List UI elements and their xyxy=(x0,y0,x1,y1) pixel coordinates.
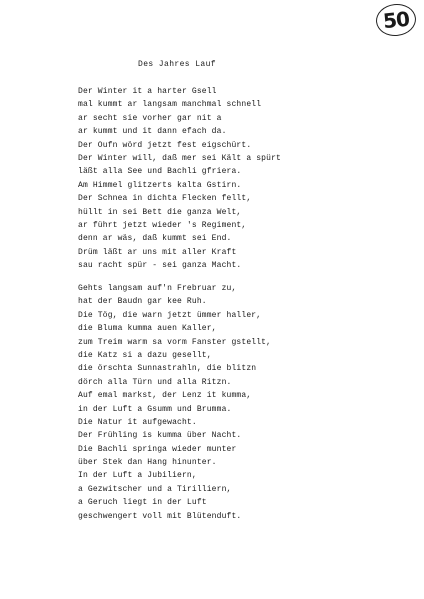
poem-line: denn ar wäs, daß kummt sei End. xyxy=(78,234,232,244)
poem-line: ar secht sie vorher gar nit a xyxy=(78,113,222,123)
poem-line: Der Oufn wörd jetzt fest eigschürt. xyxy=(78,140,252,150)
poem-line: Die Bachli springa wieder munter xyxy=(78,444,237,454)
poem-line: Auf emal markst, der Lenz it kumma, xyxy=(78,391,252,401)
poem-line: a Gezwitscher und a Tirilliern, xyxy=(78,484,232,494)
poem-line: ar kummt und it dann efach da. xyxy=(78,127,227,137)
stanza-1 xyxy=(78,85,281,272)
poem-line: Der Winter will, daß mer sei Kält a spürt xyxy=(78,153,281,163)
poem-line: a Geruch liegt in der Luft xyxy=(78,498,207,508)
stanza-2 xyxy=(78,282,271,523)
poem-line: Am Himmel glitzerts kalta Gstirn. xyxy=(78,180,242,190)
poem-line: die Katz si a dazu gesellt, xyxy=(78,350,212,360)
poem-line: Die Natur it aufgewacht. xyxy=(78,417,197,427)
poem-line: geschwengert voll mit Blütenduft. xyxy=(78,511,242,521)
poem-line: die örschta Sunnastrahln, die blitzn xyxy=(78,364,257,374)
poem-line: dörch alla Türn und alla Ritzn. xyxy=(78,377,232,387)
poem-line: Der Schnea in dichta Flecken fellt, xyxy=(78,194,252,204)
poem-line: über Stek dan Hang hinunter. xyxy=(78,458,217,468)
poem-line: Drüm läßt ar uns mit aller Kraft xyxy=(78,247,237,257)
poem-line: Der Frühling is kumma über Nacht. xyxy=(78,431,242,441)
poem-title: Des Jahres Lauf xyxy=(138,60,217,69)
poem-line: Der Winter it a harter Gsell xyxy=(78,87,217,96)
poem-line: Gehts langsam auf'n Frebruar zu, xyxy=(78,284,237,293)
poem-line: zum Treim warm sa vorm Fanster gstellt, xyxy=(78,337,272,347)
poem-line: sau racht spür - sei ganza Macht. xyxy=(78,261,242,271)
poem-line: hüllt in sei Bett die ganza Welt, xyxy=(78,207,242,217)
poem-line: ar führt jetzt wieder 's Regiment, xyxy=(78,220,247,230)
poem-line: in der Luft a Gsumm und Brumma. xyxy=(78,404,232,414)
poem-line: Die Tög, die warn jetzt ümmer haller, xyxy=(78,310,262,320)
poem-line: In der Luft a Jubiliern, xyxy=(78,471,197,481)
poem-line: die Bluma kumma auen Kaller, xyxy=(78,324,217,334)
poem-line: mal kummt ar langsam manchmal schnell xyxy=(78,100,262,110)
poem-line: läßt alla See und Bachli gfriera. xyxy=(78,167,242,177)
page-number: 50 xyxy=(374,2,417,38)
poem-line: hat der Baudn gar kee Ruh. xyxy=(78,297,207,307)
